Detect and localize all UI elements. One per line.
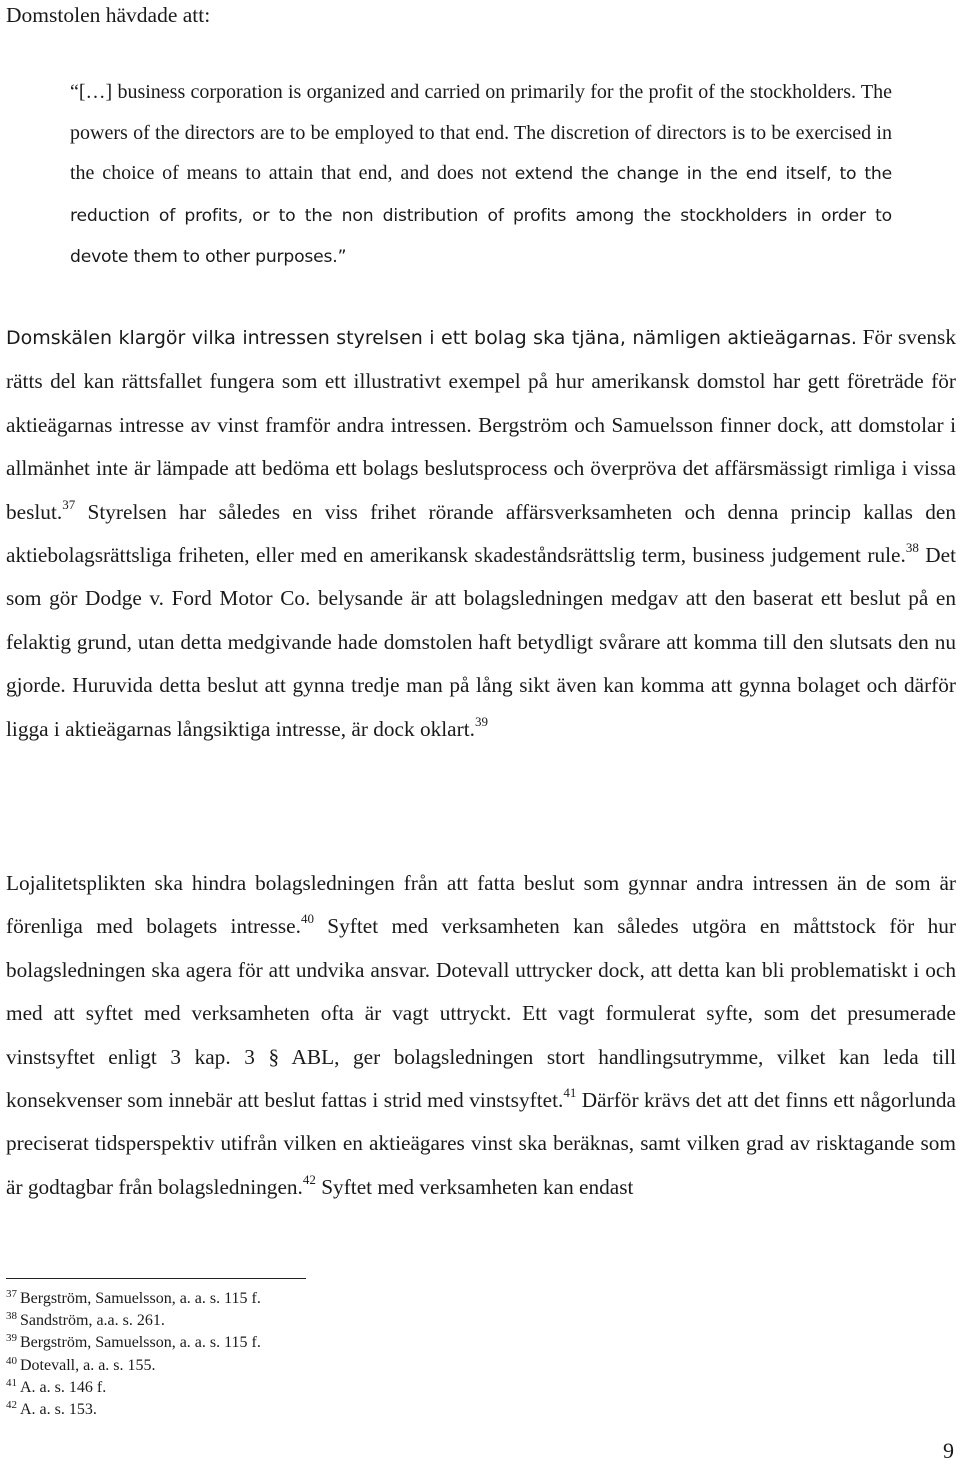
footnote-text: Bergström, Samuelsson, a. a. s. 115 f. [20, 1334, 261, 1352]
footnote-item [6, 1355, 606, 1377]
footnote-ref-39[interactable]: 39 [474, 713, 488, 729]
paragraph-2-text-c: Därför krävs det att det finns ett någorlunda preciserat tidsperspektiv utifrån vilken en aktieägares vinst ska beräknas, samt vilken grad av risktagande som är godtagbar från bolagsledningen. [6, 1088, 956, 1199]
paragraph-1-text-c: Det som gör Dodge v. Ford Motor Co. belysande är att bolagsledningen medgav att den baserat ett beslut på en felaktig grund, utan detta medgivande hade domstolen haft betydligt svårare att komma till den slutsats den nu gjorde. Huruvida detta beslut att gynna tredje man på lång sikt även kan komma att gynna bolaget och därför ligga i aktieägarnas långsiktiga intresse, är dock oklart. [6, 543, 956, 741]
footnote-number: 39 [6, 1332, 17, 1345]
footnote-item [6, 1288, 606, 1310]
footnote-list [6, 1288, 606, 1421]
paragraph-1-lead: Domskälen klargör vilka intressen styrelsen i ett bolag ska tjäna, nämligen aktieägarnas. [6, 327, 857, 349]
footnote-ref-41[interactable]: 41 [563, 1085, 577, 1101]
paragraph-2-text-d: Syftet med verksamheten kan endast [315, 1174, 634, 1199]
footnote-text: A. a. s. 153. [20, 1401, 97, 1419]
footnote-number: 38 [6, 1310, 17, 1323]
footnote-ref-40[interactable]: 40 [300, 911, 314, 927]
page-number: 9 [943, 1438, 954, 1463]
paragraph-2-text-b: Syftet med verksamheten kan således utgöra en måttstock för hur bolagsledningen ska agera för att undvika ansvar. Dotevall uttrycker dock, att detta kan bli problematiskt i och med att syftet med verksamheten ofta är vagt uttryckt. Ett vagt formulerat syfte, som det presumerade vinstsyftet enligt 3 kap. 3 § ABL, ger bolagsledningen stort handlingsutrymme, vilket kan leda till konsekvenser som innebär att beslut fattas i strid med vinstsyftet. [6, 914, 956, 1113]
footnote-number: 40 [6, 1354, 17, 1367]
footnote-number: 41 [6, 1376, 17, 1389]
footnote-text: Sandström, a.a. s. 261. [20, 1312, 165, 1330]
footnote-text: Dotevall, a. a. s. 155. [20, 1356, 156, 1374]
paragraph-2-text-a: Lojalitetsplikten ska hindra bolagsledningen från att fatta beslut som gynnar andra intressen än de som är förenliga med bolagets intresse. [6, 871, 956, 939]
paragraph-1-text-a: För svensk rätts del kan rättsfallet fungera som ett illustrativt exempel på hur amerikansk domstol har gett företräde för aktieägarnas intresse av vinst framför andra intressen. Bergström och Samuelsson finner dock, att domstolar i allmänhet inte är lämpade att bedöma ett bolags beslutsprocess och överpröva det affärsmässigt rimliga i vissa beslut. [6, 325, 956, 524]
footnote-item [6, 1399, 606, 1421]
footnote-item [6, 1332, 606, 1354]
quote-part-serif: “[…] business corporation is organized and carried on primarily for the profit of the stockholders. The powers of the directors are to be employed to that end. The discretion of directors is to be exercised in the choice of means to attain that end, and does not [70, 81, 892, 184]
footnote-ref-42[interactable]: 42 [302, 1171, 316, 1187]
footnote-separator [6, 1278, 306, 1279]
footnote-number: 37 [6, 1288, 17, 1300]
footnote-ref-37[interactable]: 37 [62, 496, 76, 512]
intro-line: Domstolen hävdade att: [6, 3, 211, 27]
paragraph-2 [6, 862, 956, 1209]
paragraph-1 [6, 316, 956, 751]
footnote-text: Bergström, Samuelsson, a. a. s. 115 f. [20, 1290, 261, 1307]
footnote-ref-38[interactable]: 38 [905, 540, 919, 556]
footnote-number: 42 [6, 1399, 17, 1412]
quote-part-sans: extend the change in the end itself, to the reduction of profits, or to the non distribution of profits among the stockholders in order to devote them to other purposes.” [70, 164, 892, 267]
footnote-text: A. a. s. 146 f. [20, 1378, 107, 1396]
footnote-item [6, 1377, 606, 1399]
paragraph-1-text-b: Styrelsen har således en viss frihet rörande affärsverksamheten och denna princip kallas den aktiebolagsrättsliga friheten, eller med en amerikansk skadeståndsrättslig term, business judgement rule. [6, 499, 956, 568]
block-quote [70, 72, 892, 278]
footnote-item [6, 1310, 606, 1332]
